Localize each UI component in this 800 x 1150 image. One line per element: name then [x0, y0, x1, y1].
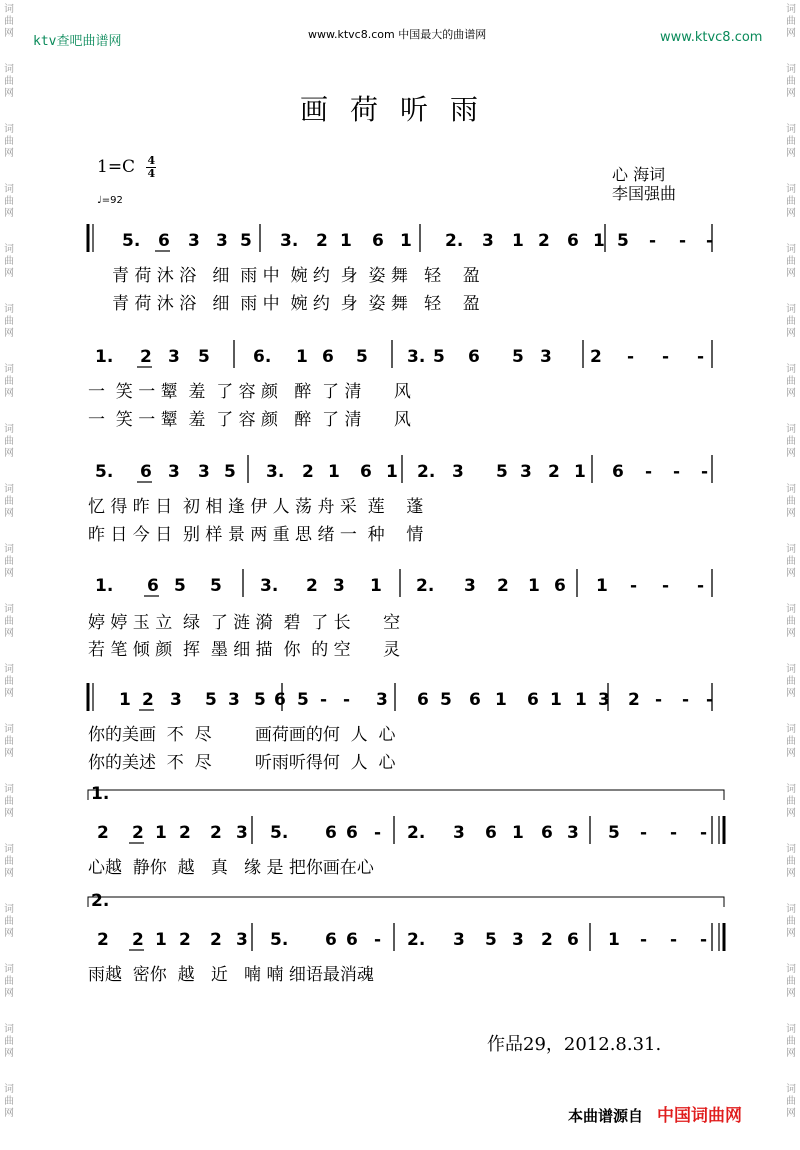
note: 1	[155, 930, 167, 950]
watermark-text: 词 曲 网	[786, 304, 796, 339]
note: -	[649, 231, 657, 251]
note: 6	[346, 930, 358, 950]
note: 1	[512, 231, 524, 251]
lyricist-credit: 心 海词	[612, 165, 666, 184]
note: -	[697, 347, 705, 367]
watermark-text: 词 曲 网	[4, 304, 14, 339]
note: 1	[119, 690, 131, 710]
note: 3	[170, 690, 182, 710]
note: 5.	[95, 462, 114, 482]
note: 3	[540, 347, 552, 367]
watermark-text: 词 曲 网	[786, 364, 796, 399]
note: -	[645, 462, 653, 482]
note: 5.	[122, 231, 141, 251]
note: 3	[198, 462, 210, 482]
watermark-text: 词 曲 网	[786, 484, 796, 519]
note: 2	[628, 690, 640, 710]
note: 5	[496, 462, 508, 482]
note: -	[670, 930, 678, 950]
note: -	[374, 823, 382, 843]
header-right-site: www.ktvc8.com	[660, 30, 763, 45]
watermark-text: 词 曲 网	[786, 64, 796, 99]
note: 5	[205, 690, 217, 710]
source-note	[568, 1101, 742, 1126]
note: 2	[132, 823, 144, 843]
note: 6	[554, 576, 566, 596]
song-title: 画荷听雨	[299, 93, 500, 126]
tempo-mark: ♩=92	[97, 195, 123, 206]
watermark-text: 词 曲 网	[786, 4, 796, 39]
volta-label: 1.	[91, 784, 110, 804]
watermark-text: 词 曲 网	[786, 1024, 796, 1059]
watermark-text: 词 曲 网	[4, 1084, 14, 1119]
note: 1	[328, 462, 340, 482]
note: 3	[376, 690, 388, 710]
note: 1	[593, 231, 605, 251]
lyric-line: 青 荷 沐 浴 细 雨 中 婉 约 身 姿 舞 轻 盈	[112, 266, 480, 286]
note: 3	[453, 930, 465, 950]
watermark-text: 词 曲 网	[4, 244, 14, 279]
note: 6	[322, 347, 334, 367]
note: 5	[356, 347, 368, 367]
note: 5	[224, 462, 236, 482]
note: 3.	[280, 231, 299, 251]
note: -	[697, 576, 705, 596]
note: -	[673, 462, 681, 482]
note: 6	[274, 690, 286, 710]
note: 2	[179, 823, 191, 843]
note: 5	[198, 347, 210, 367]
watermark-text: 词 曲 网	[786, 784, 796, 819]
note: 6	[346, 823, 358, 843]
watermark-text: 词 曲 网	[4, 964, 14, 999]
lyric-line: 青 荷 沐 浴 细 雨 中 婉 约 身 姿 舞 轻 盈	[112, 294, 480, 314]
watermark-text: 词 曲 网	[786, 124, 796, 159]
note: -	[662, 347, 670, 367]
note: -	[655, 690, 663, 710]
note: -	[679, 231, 687, 251]
note: 6	[140, 462, 152, 482]
note: 2	[497, 576, 509, 596]
watermark-text: 词 曲 网	[4, 424, 14, 459]
note: 2.	[407, 823, 426, 843]
note: 1	[575, 690, 587, 710]
note: 6	[325, 823, 337, 843]
note: 1	[370, 576, 382, 596]
watermark-text: 词 曲 网	[4, 724, 14, 759]
note: 2.	[407, 930, 426, 950]
watermark-text: 词 曲 网	[786, 184, 796, 219]
note: -	[374, 930, 382, 950]
note: 3	[453, 823, 465, 843]
watermark-text: 词 曲 网	[4, 904, 14, 939]
note: -	[701, 462, 709, 482]
watermark-text: 词 曲 网	[786, 904, 796, 939]
note: 6	[158, 231, 170, 251]
note: 3.	[266, 462, 285, 482]
note: 2	[590, 347, 602, 367]
note: -	[343, 690, 351, 710]
source-label: 本曲谱源自	[568, 1107, 644, 1125]
watermark-text: 词 曲 网	[786, 844, 796, 879]
lyric-line: 若 笔 倾 颜 挥 墨 细 描 你 的 空 灵	[88, 640, 401, 660]
note: 2	[179, 930, 191, 950]
note: 2	[538, 231, 550, 251]
note: -	[700, 930, 708, 950]
note: 2	[548, 462, 560, 482]
note: 1	[400, 231, 412, 251]
volta-bracket	[88, 790, 724, 800]
note: 2.	[445, 231, 464, 251]
notes-layer	[91, 231, 713, 950]
note: 3.	[407, 347, 426, 367]
note: 1	[386, 462, 398, 482]
note: 3	[168, 462, 180, 482]
note: 2	[316, 231, 328, 251]
note: 2	[302, 462, 314, 482]
note: -	[640, 823, 648, 843]
composer-credit: 李国强曲	[612, 184, 677, 203]
note: 6	[468, 347, 480, 367]
header-center-site: www.ktvc8.com 中国最大的曲谱网	[308, 28, 487, 41]
note: 3	[567, 823, 579, 843]
note: 3	[598, 690, 610, 710]
note: 5	[440, 690, 452, 710]
note: 6	[527, 690, 539, 710]
note: 6	[541, 823, 553, 843]
note: 1	[608, 930, 620, 950]
watermark-text: 词 曲 网	[786, 964, 796, 999]
note: -	[640, 930, 648, 950]
note: 5	[297, 690, 309, 710]
note: 5	[433, 347, 445, 367]
note: 5	[210, 576, 222, 596]
note: 5	[608, 823, 620, 843]
lyric-line: 一 笑 一 颦 羞 了 容 颜 醉 了 清 风	[88, 382, 411, 402]
note: 1.	[95, 576, 114, 596]
note: 3	[236, 823, 248, 843]
note: 2.	[417, 462, 436, 482]
note: 1	[528, 576, 540, 596]
lyric-line: 心越 静你 越 真 缘 是 把你画在心	[88, 858, 374, 878]
note: 5	[617, 231, 629, 251]
lyric-line: 忆 得 昨 日 初 相 逢 伊 人 荡 舟 采 莲 蓬	[88, 497, 424, 517]
note: 2.	[416, 576, 435, 596]
header-left-site: ktv查吧曲谱网	[33, 34, 122, 49]
note: 3	[482, 231, 494, 251]
note: 2	[210, 930, 222, 950]
note: 5	[512, 347, 524, 367]
watermark-text: 词 曲 网	[786, 604, 796, 639]
source-site: 中国词曲网	[657, 1106, 743, 1126]
composition-date: 作品29，2012.8.31.	[487, 1034, 662, 1055]
watermark-text: 词 曲 网	[786, 424, 796, 459]
note: 3	[464, 576, 476, 596]
note: 6	[325, 930, 337, 950]
watermark-text: 词 曲 网	[4, 784, 14, 819]
watermark-text: 词 曲 网	[4, 184, 14, 219]
note: 6	[485, 823, 497, 843]
note: 6	[469, 690, 481, 710]
lyric-line: 婷 婷 玉 立 绿 了 涟 漪 碧 了 长 空	[88, 613, 401, 633]
note: -	[320, 690, 328, 710]
volta-label: 2.	[91, 891, 110, 911]
watermark-text: 词 曲 网	[4, 604, 14, 639]
note: 6	[567, 930, 579, 950]
lyric-line: 你的美述 不 尽 听雨听得何 人 心	[88, 753, 396, 773]
note: 6	[360, 462, 372, 482]
note: 2	[541, 930, 553, 950]
watermark-text: 词 曲 网	[4, 844, 14, 879]
volta-bracket	[88, 897, 724, 907]
note: -	[682, 690, 690, 710]
watermark-text: 词 曲 网	[786, 724, 796, 759]
lyric-line: 你的美画 不 尽 画荷画的何 人 心	[88, 725, 396, 745]
note: 5	[174, 576, 186, 596]
note: -	[662, 576, 670, 596]
note: 2	[140, 347, 152, 367]
note: 1	[495, 690, 507, 710]
note: 2	[97, 823, 109, 843]
note: -	[700, 823, 708, 843]
note: 2	[306, 576, 318, 596]
lyric-line: 雨越 密你 越 近 喃 喃 细语最消魂	[88, 965, 374, 985]
watermark-text: 词 曲 网	[4, 1024, 14, 1059]
watermark-text: 词 曲 网	[4, 4, 14, 39]
note: 3	[216, 231, 228, 251]
note: 1	[512, 823, 524, 843]
note: 1	[550, 690, 562, 710]
watermark-text: 词 曲 网	[4, 124, 14, 159]
note: 6	[147, 576, 159, 596]
note: 5.	[270, 930, 289, 950]
note: 3	[333, 576, 345, 596]
note: 1	[596, 576, 608, 596]
note: 2	[97, 930, 109, 950]
note: 6	[567, 231, 579, 251]
note: 1	[155, 823, 167, 843]
watermark-text: 词 曲 网	[786, 1084, 796, 1119]
note: 5	[485, 930, 497, 950]
note: 5	[254, 690, 266, 710]
watermark-text: 词 曲 网	[786, 664, 796, 699]
watermark-text: 词 曲 网	[4, 544, 14, 579]
watermark-text: 词 曲 网	[4, 664, 14, 699]
note: 3	[520, 462, 532, 482]
note: 6	[612, 462, 624, 482]
note: 3	[452, 462, 464, 482]
note: 1	[574, 462, 586, 482]
note: -	[630, 576, 638, 596]
lyric-line: 一 笑 一 颦 羞 了 容 颜 醉 了 清 风	[88, 410, 411, 430]
note: 2	[132, 930, 144, 950]
watermark-text: 词 曲 网	[786, 244, 796, 279]
lyrics-layer	[88, 266, 480, 985]
watermark-text: 词 曲 网	[4, 64, 14, 99]
time-beats: 4	[147, 154, 156, 167]
note: -	[706, 690, 714, 710]
watermark-text: 词 曲 网	[4, 484, 14, 519]
note: 3	[188, 231, 200, 251]
time-unit: 4	[147, 167, 156, 180]
note: 6	[372, 231, 384, 251]
note: -	[627, 347, 635, 367]
note: 3.	[260, 576, 279, 596]
note: 1.	[95, 347, 114, 367]
note: 6	[417, 690, 429, 710]
note: 1	[340, 231, 352, 251]
note: 6.	[253, 347, 272, 367]
watermark-text: 词 曲 网	[4, 364, 14, 399]
note: 2	[210, 823, 222, 843]
note: 2	[142, 690, 154, 710]
note: -	[670, 823, 678, 843]
note: 5.	[270, 823, 289, 843]
note: 1	[296, 347, 308, 367]
key-label: 1=C	[97, 157, 136, 177]
note: 3	[168, 347, 180, 367]
note: 5	[240, 231, 252, 251]
note: 3	[228, 690, 240, 710]
note: -	[706, 231, 714, 251]
lyric-line: 昨 日 今 日 别 样 景 两 重 思 绪 一 种 情	[88, 525, 424, 545]
note: 3	[236, 930, 248, 950]
watermark-text: 词 曲 网	[786, 544, 796, 579]
note: 3	[512, 930, 524, 950]
